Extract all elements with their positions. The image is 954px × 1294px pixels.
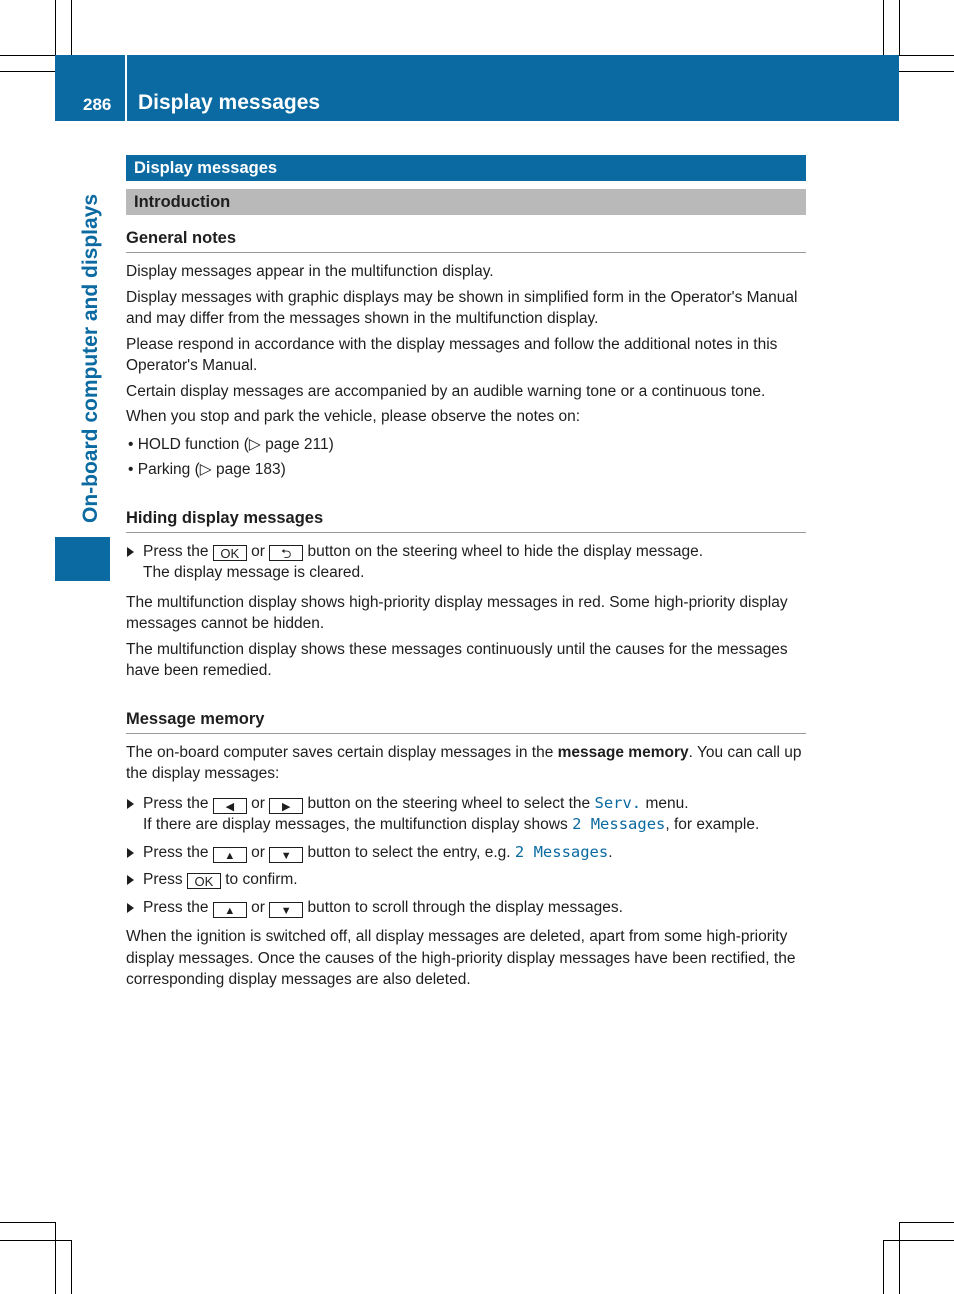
down-key-icon: ▼: [269, 902, 303, 918]
step-text: button to scroll through the display messages.: [307, 898, 623, 916]
section-subtitle: Introduction: [126, 189, 806, 215]
up-key-icon: ▲: [213, 847, 247, 863]
up-key-icon: ▲: [213, 902, 247, 918]
page-number: 286: [83, 95, 112, 114]
crop-mark: [0, 1240, 71, 1241]
step-text: or: [251, 542, 265, 560]
crop-mark: [899, 71, 954, 72]
paragraph: Certain display messages are accompanied by an audible warning tone or a continuous tone.: [126, 382, 766, 400]
paragraph: When you stop and park the vehicle, please observe the notes on:: [126, 408, 581, 425]
paragraph: When the ignition is switched off, all display messages are deleted, apart from some high-priority display messages. Once the causes of the high-priority display messages have been rectified, the corresponding display messages are also deleted.: [126, 928, 796, 988]
step-text: Press the: [143, 843, 209, 861]
crop-mark: [883, 1240, 884, 1294]
step-text: Press: [143, 871, 183, 888]
crop-mark: [899, 55, 954, 56]
step-text: menu.: [645, 794, 689, 812]
crop-mark: [0, 55, 55, 56]
ok-key: OK: [213, 545, 247, 561]
step-result: The display message is cleared.: [143, 564, 365, 581]
crop-mark: [71, 0, 72, 55]
list-item: • HOLD function (▷ page 211): [128, 435, 334, 453]
step-arrow-icon: [127, 547, 134, 557]
general-notes-heading: General notes: [126, 227, 806, 253]
section-title: Display messages: [126, 155, 806, 181]
page-ref-link[interactable]: page 183): [216, 461, 286, 478]
step-arrow-icon: [127, 903, 134, 913]
step-text: Press the: [143, 542, 209, 560]
instruction-step: [126, 541, 806, 584]
page-ref-icon: ▷: [199, 461, 216, 478]
step-text: or: [251, 794, 265, 812]
paragraph: Display messages with graphic displays may be shown in simplified form in the Operator's Manual and may differ from the messages shown in the multifunction display.: [126, 288, 798, 327]
step-arrow-icon: [127, 848, 134, 858]
left-key-icon: ◀: [213, 798, 247, 814]
crop-mark: [899, 0, 900, 55]
hiding-heading: Hiding display messages: [126, 507, 806, 533]
paragraph: Display messages appear in the multifunction display.: [126, 263, 494, 280]
paragraph: The multifunction display shows these messages continuously until the causes for the messages have been remedied.: [126, 640, 788, 679]
step-text: .: [608, 843, 613, 861]
display-text: 2 Messages: [572, 815, 666, 833]
step-text: button on the steering wheel to select the: [307, 794, 591, 812]
page-title: Display messages: [138, 91, 321, 114]
step-result: , for example.: [665, 816, 760, 833]
side-tab-label: On-board computer and displays: [79, 193, 102, 523]
intro-text: The on-board computer saves certain display messages in the: [126, 743, 558, 761]
right-key-icon: ▶: [269, 798, 303, 814]
down-key-icon: ▼: [269, 847, 303, 863]
crop-mark: [883, 0, 884, 55]
step-arrow-icon: [127, 875, 134, 885]
side-tab-block: [55, 537, 110, 581]
crop-mark: [0, 1222, 55, 1223]
display-text: Serv.: [594, 793, 642, 812]
step-text: Press the: [143, 794, 209, 812]
back-key-icon: ⮌: [269, 545, 303, 561]
step-result: If there are display messages, the multifunction display shows: [143, 816, 568, 833]
page-ref-link[interactable]: page 211): [265, 435, 334, 453]
step-text: button to select the entry, e.g.: [307, 843, 511, 861]
paragraph: Please respond in accordance with the display messages and follow the additional notes in this Operator's Manual.: [126, 335, 778, 374]
crop-mark: [899, 1222, 954, 1223]
crop-mark: [883, 1240, 954, 1241]
step-text: button on the steering wheel to hide the display message.: [307, 542, 704, 560]
page-header: [55, 55, 899, 121]
main-content: [126, 155, 806, 991]
instruction-step: [126, 842, 806, 864]
memory-heading: Message memory: [126, 708, 806, 734]
paragraph: [126, 742, 806, 785]
step-text: to confirm.: [225, 871, 298, 888]
paragraph: The multifunction display shows high-priority display messages in red. Some high-priority display messages cannot be hidden.: [126, 593, 788, 632]
intro-bold: message memory: [557, 743, 689, 761]
crop-mark: [899, 1222, 900, 1294]
step-text: or: [251, 898, 265, 916]
intro-text: . You can call up the display messages:: [126, 743, 802, 782]
page-ref-icon: ▷: [248, 435, 266, 453]
crop-mark: [0, 71, 55, 72]
step-text: or: [251, 843, 265, 861]
crop-mark: [55, 1222, 56, 1294]
header-divider: [125, 55, 127, 121]
crop-mark: [55, 0, 56, 55]
instruction-step: [126, 793, 806, 836]
list-item: • Parking (▷ page 183): [128, 461, 286, 478]
step-text: Press the: [143, 898, 209, 916]
instruction-step: [126, 897, 806, 919]
step-arrow-icon: [127, 799, 134, 809]
crop-mark: [71, 1240, 72, 1294]
list-item-text: HOLD function (: [137, 435, 249, 453]
ok-key: OK: [187, 873, 221, 889]
list-item-text: Parking (: [137, 461, 200, 478]
instruction-step: [126, 869, 806, 891]
display-text: 2 Messages: [514, 842, 609, 861]
